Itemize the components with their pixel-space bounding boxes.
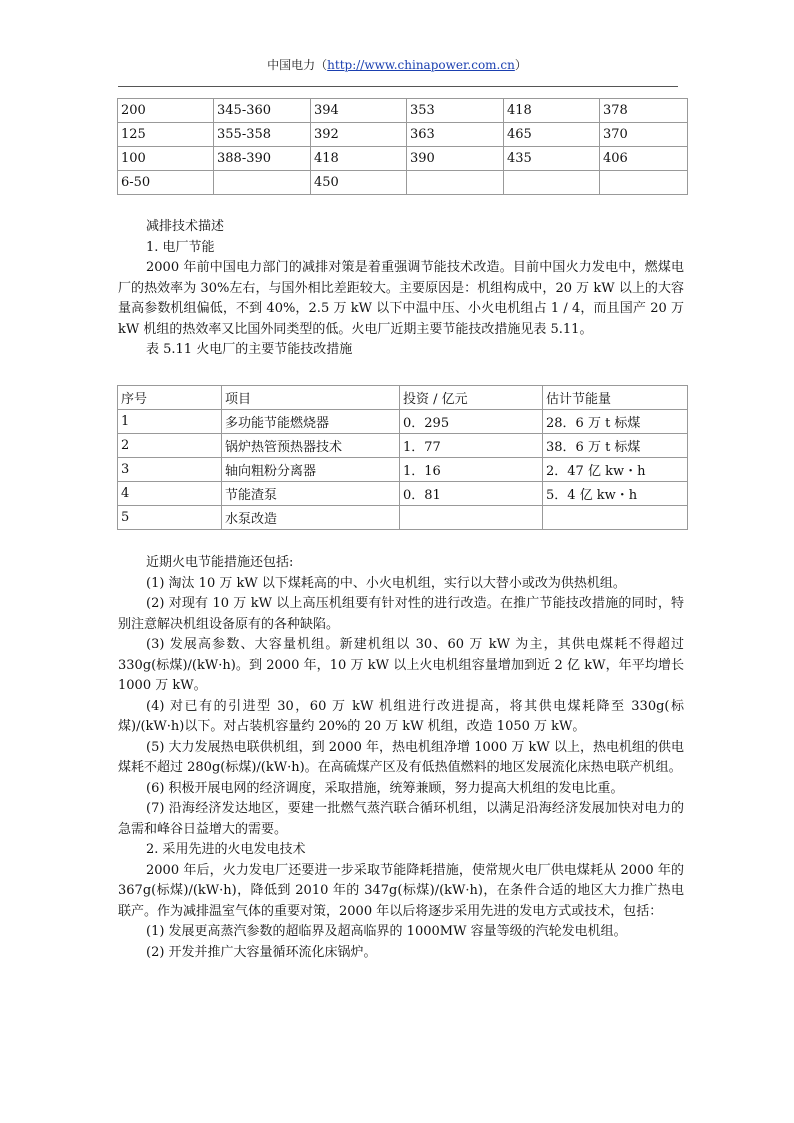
table-cell: 435 (504, 147, 600, 171)
table-cell (407, 171, 504, 195)
table-cell: 1．16 (400, 458, 543, 482)
table-cell: 轴向粗粉分离器 (222, 458, 400, 482)
list-item: (5) 大力发展热电联供机组，到 2000 年，热电机组净增 1000 万 kW 以上，热电机组的供电煤耗不超过 280g(标煤)/(kW·h)。在高硫煤产区及有低热值燃料的地区发展流化床热电联产机组。 (118, 739, 684, 775)
section-1 (118, 217, 684, 361)
table-row (118, 171, 688, 195)
table-row (118, 123, 688, 147)
subsection-1-title: 1. 电厂节能 (146, 239, 215, 255)
table-cell: 1．77 (400, 434, 543, 458)
list-item: (7) 沿海经济发达地区，要建一批燃气蒸汽联合循环机组，以满足沿海经济发展加快对电力的急需和峰谷日益增大的需要。 (118, 801, 684, 837)
table-cell: 38．6 万 t 标煤 (543, 434, 688, 458)
table-cell: 418 (504, 99, 600, 123)
measures-list (118, 574, 684, 841)
table-cell: 363 (407, 123, 504, 147)
paragraph-2: 2000 年后，火力发电厂还要进一步采取节能降耗措施，使常规火电厂供电煤耗从 2000 年的 367g(标煤)/(kW·h)，降低到 2010 年的 347g(标煤)/(kW·h)，在条件合适的地区大力推广热电联产。作为减排温室气体的重要对策，2000 年以后将逐步采用先进的发电方式或技术，包括： (118, 862, 684, 919)
table-cell: 节能渣泵 (222, 482, 400, 506)
site-url-link[interactable]: http://www.chinapower.com.cn (327, 58, 515, 72)
section-2 (118, 553, 684, 963)
table-header-row (118, 386, 688, 410)
header-close-paren: ） (514, 58, 527, 72)
top-data-table (117, 98, 688, 195)
table-cell: 450 (311, 171, 407, 195)
table-cell: 345-360 (214, 99, 311, 123)
table-cell (504, 171, 600, 195)
list-item: (4) 对已有的引进型 30，60 万 kW 机组进行改进提高，将其供电煤耗降至 330g(标煤)/(kW·h)以下。对占装机容量约 20%的 20 万 kW 机组，改造 1050 万 kW。 (118, 698, 684, 734)
column-header: 序号 (118, 386, 222, 410)
column-header: 投资 / 亿元 (400, 386, 543, 410)
table-cell: 0．295 (400, 410, 543, 434)
table-row (118, 506, 688, 530)
table-cell: 1 (118, 410, 222, 434)
table-cell: 2 (118, 434, 222, 458)
list-item: (1) 淘汰 10 万 kW 以下煤耗高的中、小火电机组，实行以大替小或改为供热机组。 (146, 575, 626, 591)
table-cell: 378 (600, 99, 688, 123)
list-item: (6) 积极开展电网的经济调度，采取措施，统筹兼顾，努力提高大机组的发电比重。 (146, 780, 624, 796)
table-cell: 355-358 (214, 123, 311, 147)
table-cell: 200 (118, 99, 214, 123)
table-cell: 28．6 万 t 标煤 (543, 410, 688, 434)
table-cell: 5 (118, 506, 222, 530)
subsection-2-title: 2. 采用先进的火电发电技术 (146, 842, 306, 857)
table-cell (600, 171, 688, 195)
table-cell: 406 (600, 147, 688, 171)
measures-intro: 近期火电节能措施还包括: (146, 555, 294, 570)
table-cell: 2．47 亿 kw・h (543, 458, 688, 482)
table-cell: 100 (118, 147, 214, 171)
table-cell: 多功能节能燃烧器 (222, 410, 400, 434)
table-cell: 3 (118, 458, 222, 482)
list-item: (2) 开发并推广大容量循环流化床锅炉。 (146, 944, 377, 960)
list-item: (1) 发展更高蒸汽参数的超临界及超高临界的 1000MW 容量等级的汽轮发电机组。 (146, 924, 627, 939)
measures-table (117, 385, 688, 530)
table-cell: 4 (118, 482, 222, 506)
table-row (118, 99, 688, 123)
table-cell: 353 (407, 99, 504, 123)
table-row (118, 147, 688, 171)
column-header: 估计节能量 (543, 386, 688, 410)
table-cell (543, 506, 688, 530)
table-cell: 390 (407, 147, 504, 171)
table-row (118, 434, 688, 458)
header-rule (118, 86, 678, 87)
table-cell: 5．4 亿 kw・h (543, 482, 688, 506)
site-name: 中国电力（ (267, 58, 328, 72)
table-cell (400, 506, 543, 530)
page-header (0, 56, 794, 73)
table-cell: 6-50 (118, 171, 214, 195)
table-caption: 表 5.11 火电厂的主要节能技改措施 (146, 342, 353, 357)
table-cell: 394 (311, 99, 407, 123)
table-cell: 370 (600, 123, 688, 147)
table-cell: 388-390 (214, 147, 311, 171)
table-cell: 0．81 (400, 482, 543, 506)
column-header: 项目 (222, 386, 400, 410)
final-list (118, 922, 684, 963)
table-cell: 水泵改造 (222, 506, 400, 530)
table-cell: 125 (118, 123, 214, 147)
table-cell: 392 (311, 123, 407, 147)
table-cell: 418 (311, 147, 407, 171)
table-cell: 锅炉热管预热器技术 (222, 434, 400, 458)
list-item: (3) 发展高参数、大容量机组。新建机组以 30、60 万 kW 为主，其供电煤耗不得超过 330g(标煤)/(kW·h)。到 2000 年，10 万 kW 以上火电机组容量增加到近 2 亿 kW，年平均增长 1000 万 kW。 (118, 637, 684, 693)
table-row (118, 410, 688, 434)
table-row (118, 482, 688, 506)
list-item: (2) 对现有 10 万 kW 以上高压机组要有针对性的进行改造。在推广节能技改措施的同时，特别注意解决机组设备原有的各种缺陷。 (118, 596, 684, 632)
paragraph-1: 2000 年前中国电力部门的减排对策是着重强调节能技术改造。目前中国火力发电中，燃煤电厂的热效率为 30%左右，与国外相比差距较大。主要原因是：机组构成中，20 万 kW 以上的大容量高参数机组偏低，不到 40%，2.5 万 kW 以下中温中压、小火电机组占 1 / 4，而且国产 20 万 kW 机组的热效率又比国外同类型的低。火电厂近期主要节能技改措施见表 5.11。 (118, 260, 684, 337)
table-row (118, 458, 688, 482)
table-cell: 465 (504, 123, 600, 147)
section-heading: 减排技术描述 (146, 219, 225, 234)
table-cell (214, 171, 311, 195)
